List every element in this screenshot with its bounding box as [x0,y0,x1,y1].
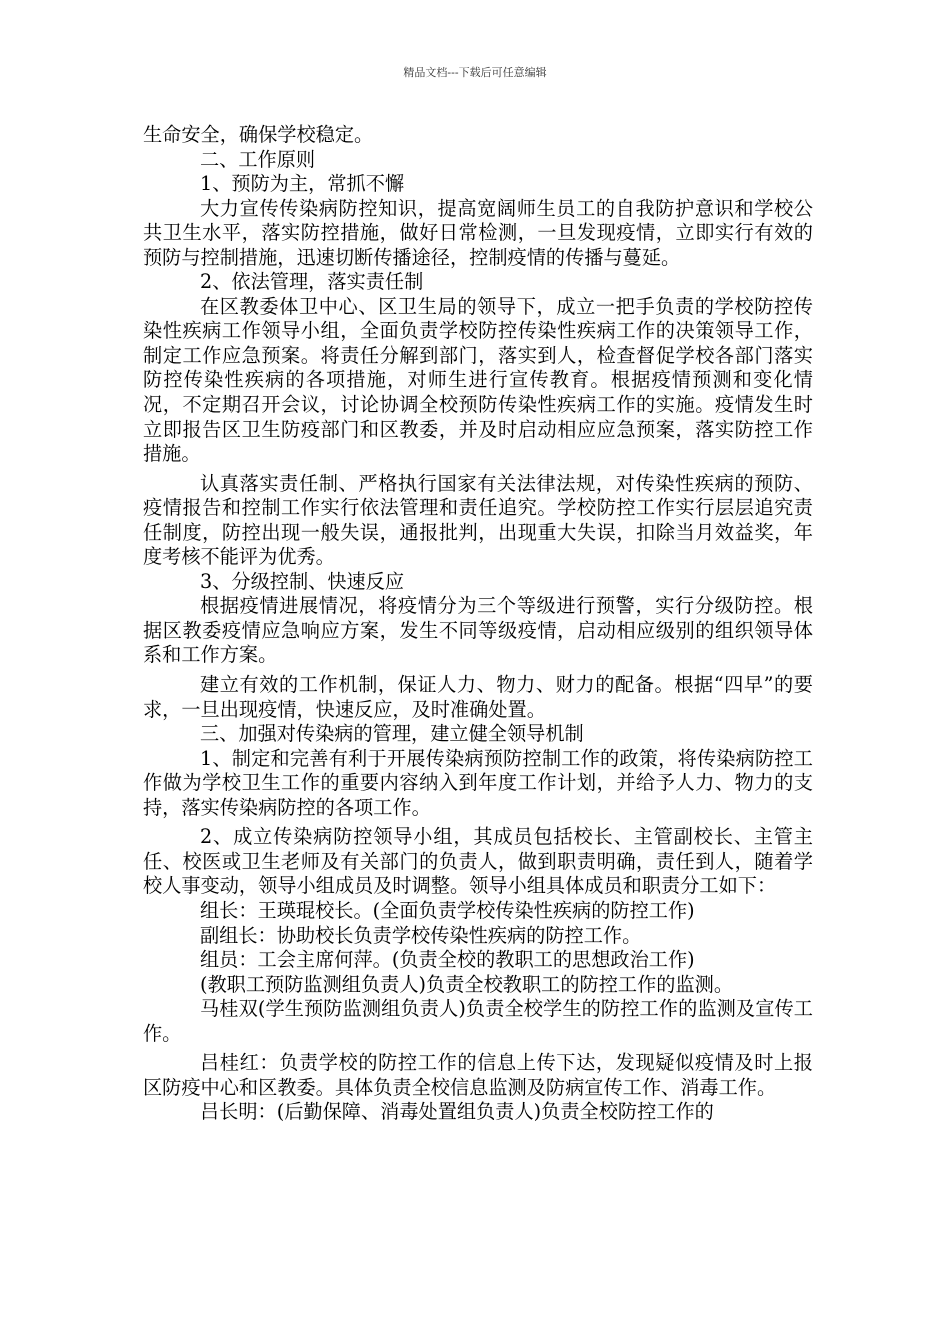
paragraph: 2、成立传染病防控领导小组，其成员包括校长、主管副校长、主管主任、校医或卫生老师及有关部门的负责人，做到职责明确，责任到人，随着学校人事变动，领导小组成员及时调整。领导小组具体成员和职责分工如下： [143,825,813,898]
paragraph: 认真落实责任制、严格执行国家有关法律法规，对传染性疾病的预防、疫情报告和控制工作实行依法管理和责任追究。学校防控工作实行层层追究责任制度，防控出现一般失误，通报批判，出现重大失误，扣除当月效益奖，年度考核不能评为优秀。 [143,471,813,569]
paragraph: 生命安全，确保学校稳定。 [143,123,374,146]
paragraph: 副组长：协助校长负责学校传染性疾病的防控工作。 [200,923,642,947]
paragraph: 组员：工会主席何萍。(负责全校的教职工的思想政治工作) [200,948,695,972]
page-header: 精品文档---下载后可任意编辑 [403,66,547,79]
paragraph: 吕长明：(后勤保障、消毒处置组负责人)负责全校防控工作的 [200,1100,714,1124]
paragraph: 吕桂红：负责学校的防控工作的信息上传下达，发现疑似疫情及时上报区防疫中心和区教委。具体负责全校信息监测及防病宣传工作、消毒工作。 [143,1051,813,1099]
paragraph: 1、预防为主，常抓不懈 [200,172,405,196]
paragraph: 建立有效的工作机制，保证人力、物力、财力的配备。根据“四早”的要求，一旦出现疫情，快速反应，及时准确处置。 [143,673,813,721]
document-body [143,123,813,1125]
paragraph: 三、加强对传染病的管理，建立健全领导机制 [200,722,584,746]
paragraph: 二、工作原则 [200,147,316,171]
paragraph: 组长：王瑛琨校长。(全面负责学校传染性疾病的防控工作) [200,898,695,922]
paragraph: 1、制定和完善有利于开展传染病预防控制工作的政策，将传染病防控工作做为学校卫生工作的重要内容纳入到年度工作计划，并给予人力、物力的支持，落实传染病防控的各项工作。 [143,746,813,819]
paragraph: 3、分级控制、快速反应 [200,569,405,593]
paragraph: 大力宣传传染病防控知识，提高宽阔师生员工的自我防护意识和学校公共卫生水平，落实防控措施，做好日常检测，一旦发现疫情，立即实行有效的预防与控制措施，迅速切断传播途径，控制疫情的传播与蔓延。 [143,196,813,269]
paragraph: (教职工预防监测组负责人)负责全校教职工的防控工作的监测。 [200,972,734,996]
paragraph: 马桂双(学生预防监测组负责人)负责全校学生的防控工作的监测及宣传工作。 [143,997,813,1045]
paragraph: 2、依法管理，落实责任制 [200,270,424,294]
paragraph: 在区教委体卫中心、区卫生局的领导下，成立一把手负责的学校防控传染性疾病工作领导小组，全面负责学校防控传染性疾病工作的决策领导工作，制定工作应急预案。将责任分解到部门，落实到人，检查督促学校各部门落实防控传染性疾病的各项措施，对师生进行宣传教育。根据疫情预测和变化情况，不定期召开会议，讨论协调全校预防传染性疾病工作的实施。疫情发生时立即报告区卫生防疫部门和区教委，并及时启动相应应急预案，落实防控工作措施。 [143,294,813,466]
paragraph: 根据疫情进展情况，将疫情分为三个等级进行预警，实行分级防控。根据区教委疫情应急响应方案，发生不同等级疫情，启动相应级别的组织领导体系和工作方案。 [143,594,813,667]
